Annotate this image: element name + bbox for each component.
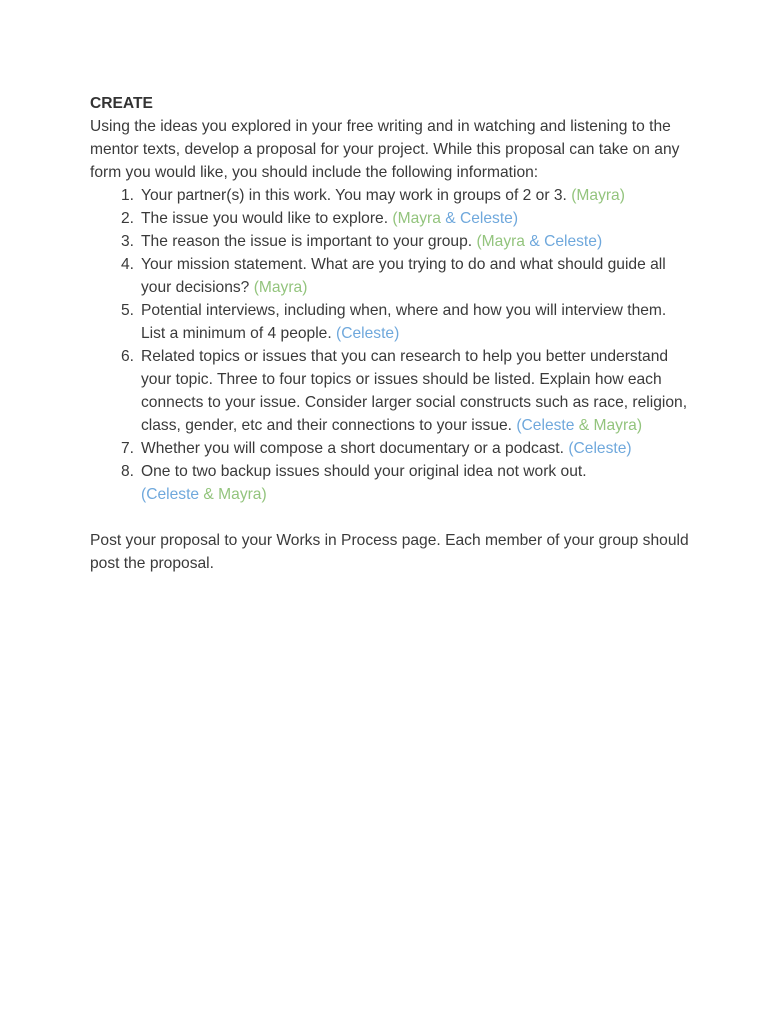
closing-paragraph: Post your proposal to your Works in Process page. Each member of your group should post the proposal. <box>90 532 689 572</box>
assignee-name: Mayra <box>576 187 620 204</box>
assignee-name: Mayra <box>593 417 637 434</box>
list-item-number: 4. <box>120 256 134 273</box>
list-item-text: Whether you will compose a short documentary or a podcast. <box>141 440 569 457</box>
assignee-tag-close: ) <box>394 325 400 342</box>
list-item-text: The issue you would like to explore. <box>141 210 393 227</box>
requirements-list <box>90 184 690 506</box>
assignee-tag-close: ) <box>261 486 267 503</box>
list-item-text: Your partner(s) in this work. You may work in groups of 2 or 3. <box>141 187 572 204</box>
list-item-number: 5. <box>120 302 134 319</box>
list-item-number: 8. <box>120 463 134 480</box>
assignee-separator: & <box>199 486 219 503</box>
assignee-name: Mayra <box>397 210 441 227</box>
list-item <box>90 299 690 345</box>
assignee-name: Mayra <box>218 486 262 503</box>
list-item-number: 2. <box>120 210 134 227</box>
list-item-number: 1. <box>120 187 134 204</box>
intro-paragraph: Using the ideas you explored in your free writing and in watching and listening to the mentor texts, develop a proposal for your project. While this proposal can take on any form you would like, you should include the following information: <box>90 118 680 181</box>
list-item-text: Potential interviews, including when, where and how you will interview them. List a minimum of 4 people. <box>141 302 667 342</box>
assignee-tag-close: ) <box>512 210 519 227</box>
list-item-text: Your mission statement. What are you trying to do and what should guide all your decisions? <box>141 256 666 296</box>
document-page <box>90 92 690 591</box>
list-item-number: 7. <box>120 440 134 457</box>
assignee-separator: & <box>574 417 594 434</box>
assignee-tag-close: ) <box>636 417 643 434</box>
list-item <box>90 460 690 506</box>
assignee-tag-open: ( <box>516 417 522 434</box>
assignee-tag-open: ( <box>336 325 342 342</box>
assignee-tag-open: ( <box>392 210 398 227</box>
assignee-name: Celeste <box>573 440 627 457</box>
assignee-separator: & <box>440 210 460 227</box>
list-item <box>90 437 690 460</box>
assignee-tag-open: ( <box>476 233 482 250</box>
assignee-name: Mayra <box>258 279 303 296</box>
list-item <box>90 345 690 437</box>
assignee-tag-open: ( <box>568 440 574 457</box>
assignee-name: Mayra <box>481 233 525 250</box>
list-item-number: 6. <box>120 348 134 365</box>
list-item <box>90 230 690 253</box>
list-item-text: The reason the issue is important to your group. <box>141 233 477 250</box>
list-item <box>90 207 690 230</box>
assignee-tag-open: ( <box>253 279 259 296</box>
list-item-number: 3. <box>120 233 134 250</box>
assignee-name: Celeste <box>146 486 200 503</box>
list-item-text: Related topics or issues that you can research to help you better understand your topic. Three to four topics or issues should be listed. Explain how each connects to your issue. Consider larger social constructs such as race, religion, class, gender, etc and their connections to your issue. <box>141 348 688 434</box>
section-heading: CREATE <box>90 95 153 112</box>
assignee-name: Celeste <box>341 325 395 342</box>
assignee-tag-close: ) <box>626 440 632 457</box>
assignee-tag-close: ) <box>302 279 308 296</box>
list-item <box>90 253 690 299</box>
assignee-tag-close: ) <box>596 233 603 250</box>
assignee-tag-close: ) <box>619 187 625 204</box>
assignee-name: Celeste <box>459 210 513 227</box>
assignee-tag-open: ( <box>571 187 577 204</box>
assignee-name: Celeste <box>544 233 597 250</box>
assignee-separator: & <box>524 233 545 250</box>
assignee-tag-open: ( <box>141 486 147 503</box>
assignee-name: Celeste <box>521 417 575 434</box>
list-item-text: One to two backup issues should your original idea not work out. <box>141 463 587 480</box>
list-item <box>90 184 690 207</box>
